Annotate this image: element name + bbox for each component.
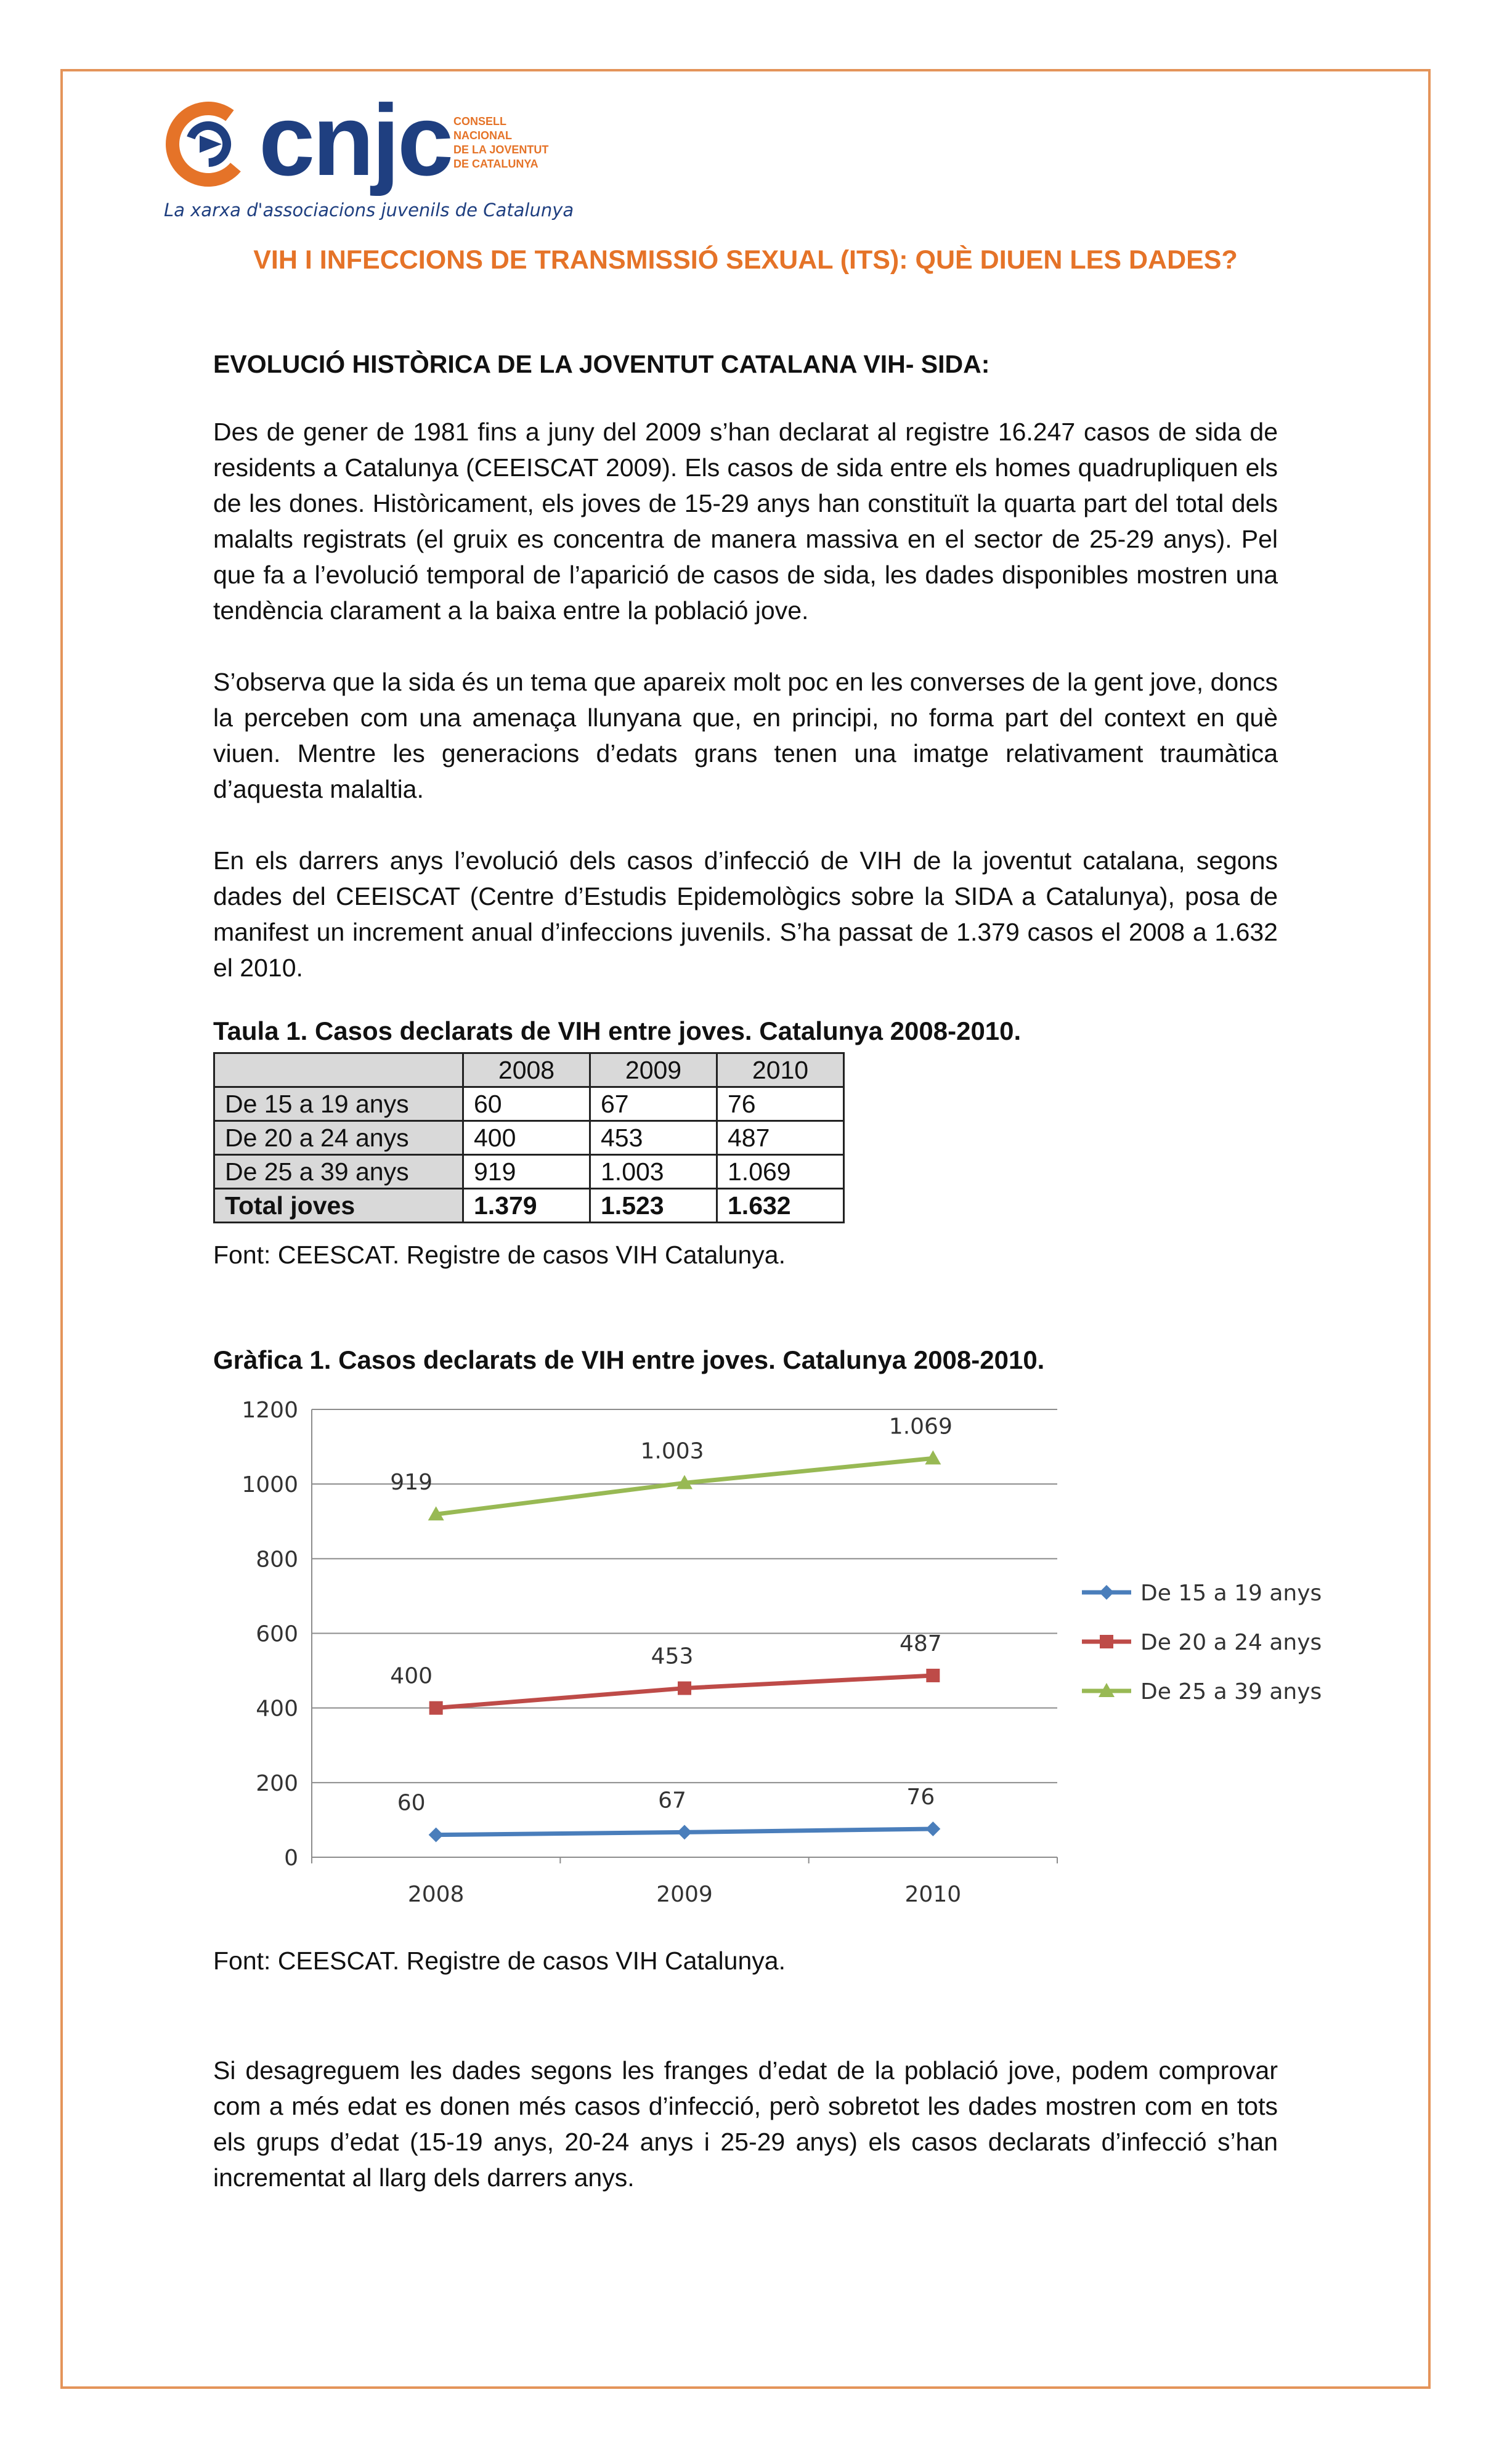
data-label: 400: [390, 1663, 433, 1689]
y-tick-label: 200: [256, 1770, 298, 1796]
legend-label: De 20 a 24 anys: [1140, 1630, 1322, 1655]
y-tick-label: 0: [284, 1846, 298, 1871]
table-header-cell: 2010: [717, 1053, 844, 1087]
table-cell: 1.632: [717, 1189, 844, 1223]
data-point-diamond: [429, 1828, 444, 1842]
x-tick-label: 2009: [656, 1882, 713, 1907]
data-label: 76: [906, 1784, 935, 1810]
table-source: Font: CEESCAT. Registre de casos VIH Catalunya.: [213, 1241, 786, 1269]
line-chart: [213, 1386, 1322, 1916]
data-point-square: [429, 1701, 443, 1715]
y-tick-label: 1200: [242, 1398, 298, 1423]
table-cell: 487: [717, 1121, 844, 1155]
table-cell: 76: [717, 1087, 844, 1121]
y-tick-label: 400: [256, 1696, 298, 1722]
table-cell: De 20 a 24 anys: [214, 1121, 463, 1155]
table-cell: 400: [463, 1121, 590, 1155]
legend-label: De 25 a 39 anys: [1140, 1679, 1322, 1704]
table-caption: Taula 1. Casos declarats de VIH entre joves. Catalunya 2008-2010.: [213, 1016, 1022, 1045]
table-cell: 1.003: [590, 1155, 717, 1189]
data-label: 1.003: [640, 1438, 704, 1464]
table-cell: 453: [590, 1121, 717, 1155]
y-tick-label: 1000: [242, 1472, 298, 1498]
table-cell: De 25 a 39 anys: [214, 1155, 463, 1189]
data-label: 919: [390, 1470, 433, 1496]
table-header-cell: 2008: [463, 1053, 590, 1087]
data-point-square: [678, 1682, 691, 1695]
table-row: [214, 1121, 844, 1155]
table-cell: Total joves: [214, 1189, 463, 1223]
data-label: 1.069: [888, 1414, 953, 1440]
table-row: [214, 1087, 844, 1121]
paragraph-2: S’observa que la sida és un tema que apareix molt poc en les converses de la gent jove, doncs la perceben com una amenaça llunyana que, en principi, no forma part del context en què viuen. Mentre les generacions d’edats grans tenen una imatge relativament traumàtica d’aquesta malaltia.: [213, 668, 1278, 803]
data-label: 67: [658, 1788, 686, 1814]
paragraph-3: En els darrers anys l’evolució dels casos d’infecció de VIH de la joventut catalana, segons dades del CEEISCAT (Centre d’Estudis Epidemològics sobre la SIDA a Catalunya), posa de manifest un increment anual d’infeccions juvenils. S’ha passat de 1.379 casos el 2008 a 1.632 el 2010.: [213, 846, 1278, 982]
chart-caption: Gràfica 1. Casos declarats de VIH entre joves. Catalunya 2008-2010.: [213, 1345, 1045, 1374]
chart-source: Font: CEESCAT. Registre de casos VIH Catalunya.: [213, 1947, 786, 1975]
table-cell: De 15 a 19 anys: [214, 1087, 463, 1121]
table-cell: 919: [463, 1155, 590, 1189]
table-header-cell: [214, 1053, 463, 1087]
table-total-row: [214, 1189, 844, 1223]
x-tick-label: 2010: [904, 1882, 962, 1907]
x-tick-label: 2008: [407, 1882, 465, 1907]
paragraph-4: Si desagreguem les dades segons les franges d’edat de la població jove, podem comprovar com a més edat es donen més casos d’infecció, però sobretot les dades mostren com en tots els grups d’edat (15-19 anys, 20-24 anys i 25-29 anys) els casos declarats d’infecció s’han incrementat al llarg dels darrers anys.: [213, 2056, 1278, 2192]
table-cell: 1.069: [717, 1155, 844, 1189]
table-cell: 60: [463, 1087, 590, 1121]
data-point-square: [926, 1669, 940, 1682]
data-point-diamond: [1099, 1585, 1114, 1600]
data-label: 453: [651, 1643, 694, 1669]
section-heading: EVOLUCIÓ HISTÒRICA DE LA JOVENTUT CATALANA VIH- SIDA:: [213, 350, 990, 378]
logo-org-name: CONSELL NACIONAL DE LA JOVENTUT DE CATALUNYA: [453, 115, 549, 170]
legend-label: De 15 a 19 anys: [1140, 1581, 1322, 1606]
data-point-diamond: [925, 1822, 940, 1836]
data-label: 60: [397, 1790, 426, 1816]
logo-wordmark: cnjc: [259, 84, 452, 197]
logo-tagline: La xarxa d'associacions juvenils de Catalunya: [164, 200, 574, 221]
document-title: VIH I INFECCIONS DE TRANSMISSIÓ SEXUAL (ITS): QUÈ DIUEN LES DADES?: [253, 245, 1238, 275]
data-table: [213, 1052, 845, 1223]
data-point-diamond: [677, 1825, 692, 1839]
data-point-square: [1100, 1635, 1113, 1648]
table-cell: 1.379: [463, 1189, 590, 1223]
y-tick-label: 800: [256, 1547, 298, 1573]
table-header-cell: 2009: [590, 1053, 717, 1087]
data-label: 487: [899, 1631, 942, 1656]
table-cell: 1.523: [590, 1189, 717, 1223]
y-tick-label: 600: [256, 1621, 298, 1647]
table-cell: 67: [590, 1087, 717, 1121]
table-row: [214, 1155, 844, 1189]
table-header-row: [214, 1053, 844, 1087]
paragraph-1: Des de gener de 1981 fins a juny del 2009 s’han declarat al registre 16.247 casos de sida de residents a Catalunya (CEEISCAT 2009). Els casos de sida entre els homes quadrupliquen els de les dones. Històricament, els joves de 15-29 anys han constituït la quarta part del total dels malalts registrats (el gruix es concentra de manera massiva en el sector de 25-29 anys). Pel que fa a l’evolució temporal de l’aparició de casos de sida, les dades disponibles mostren una tendència clarament a la baixa entre la població jove.: [213, 418, 1278, 625]
